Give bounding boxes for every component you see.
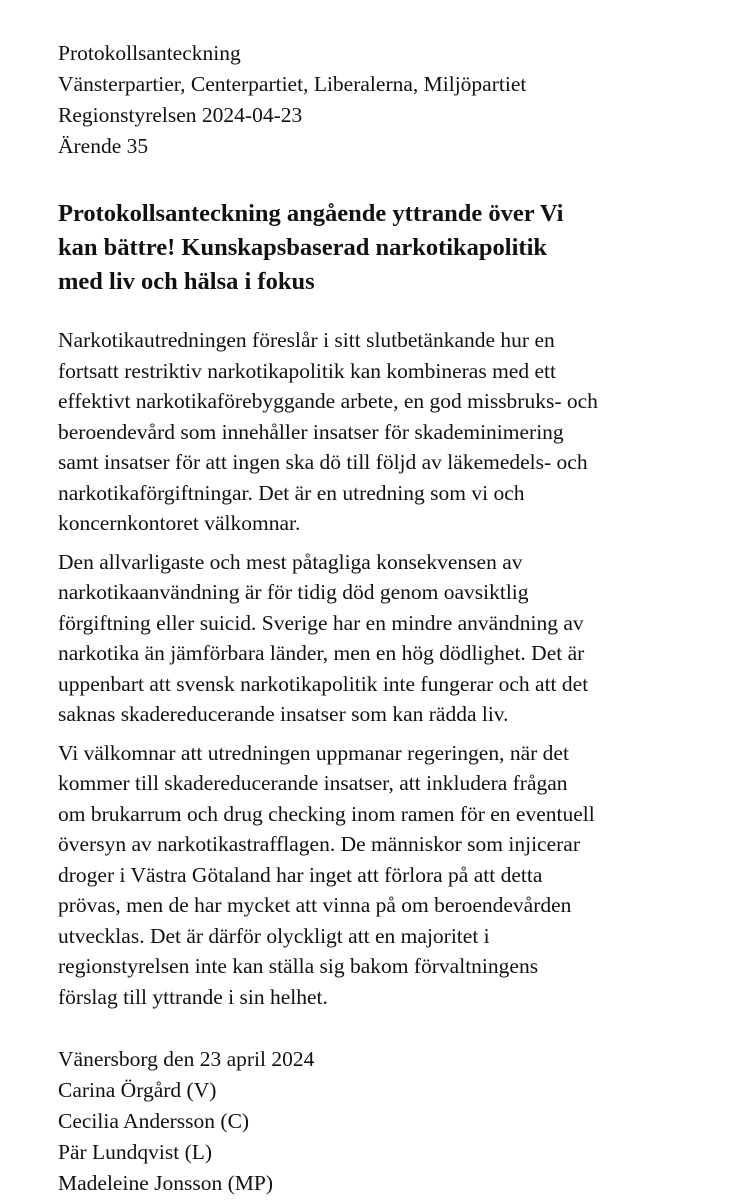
text-line: förslag till yttrande i sin helhet. bbox=[58, 984, 328, 1009]
text-line: Narkotikautredningen föreslår i sitt slutbetänkande hur en bbox=[58, 328, 555, 352]
text-line: kommer till skadereducerande insatser, att inkludera frågan bbox=[58, 771, 568, 795]
meeting-line: Regionstyrelsen 2024-04-23 bbox=[58, 103, 303, 127]
signature-block bbox=[58, 1044, 708, 1199]
text-line: Den allvarligaste och mest påtagliga konsekvensen av bbox=[58, 549, 523, 574]
body-paragraph-2 bbox=[58, 547, 708, 730]
document-title bbox=[58, 197, 708, 299]
signer-name: Pär Lundqvist (L) bbox=[58, 1140, 213, 1164]
text-line: narkotika än jämförbara länder, men en hög dödlighet. Det är bbox=[58, 641, 585, 665]
case-number: Ärende 35 bbox=[58, 134, 149, 158]
text-line: översyn av narkotikastrafflagen. De människor som injicerar bbox=[58, 832, 581, 856]
text-line: Vi välkomnar att utredningen uppmanar regeringen, när det bbox=[58, 740, 569, 765]
place-and-date: Vänersborg den 23 april 2024 bbox=[58, 1047, 315, 1071]
text-line: förgiftning eller suicid. Sverige har en mindre användning av bbox=[58, 610, 584, 635]
text-line: koncernkontoret välkomnar. bbox=[58, 511, 301, 535]
title-line: Protokollsanteckning angående yttrande över Vi bbox=[58, 200, 564, 227]
text-line: uppenbart att svensk narkotikapolitik inte fungerar och att det bbox=[58, 671, 589, 696]
body-paragraph-1 bbox=[58, 325, 708, 539]
text-line: beroendevård som innehåller insatser för skademinimering bbox=[58, 419, 564, 444]
document-header bbox=[58, 38, 708, 162]
text-line: saknas skadereducerande insatser som kan rädda liv. bbox=[58, 702, 509, 726]
text-line: samt insatser för att ingen ska dö till följd av läkemedels- och bbox=[58, 450, 588, 474]
body-paragraph-3 bbox=[58, 738, 708, 1013]
signer-name: Carina Örgård (V) bbox=[58, 1078, 217, 1102]
text-line: narkotikaförgiftningar. Det är en utredning som vi och bbox=[58, 480, 525, 505]
text-line: droger i Västra Götaland har inget att förlora på att detta bbox=[58, 862, 543, 887]
text-line: fortsatt restriktiv narkotikapolitik kan kombineras med ett bbox=[58, 358, 556, 383]
document-page bbox=[58, 38, 708, 1199]
document-type: Protokollsanteckning bbox=[58, 41, 241, 65]
text-line: om brukarrum och drug checking inom ramen för en eventuell bbox=[58, 801, 595, 826]
text-line: prövas, men de har mycket att vinna på om beroendevården bbox=[58, 893, 572, 917]
signer-name: Cecilia Andersson (C) bbox=[58, 1109, 250, 1133]
title-line: med liv och hälsa i fokus bbox=[58, 268, 315, 295]
text-line: regionstyrelsen inte kan ställa sig bakom förvaltningens bbox=[58, 954, 539, 978]
text-line: utvecklas. Det är därför olyckligt att en majoritet i bbox=[58, 923, 490, 948]
text-line: narkotikaanvändning är för tidig död genom oavsiktlig bbox=[58, 580, 529, 604]
parties-line: Vänsterpartier, Centerpartiet, Liberalerna, Miljöpartiet bbox=[58, 72, 527, 96]
signer-name: Madeleine Jonsson (MP) bbox=[58, 1171, 273, 1195]
title-line: kan bättre! Kunskapsbaserad narkotikapolitik bbox=[58, 234, 547, 261]
text-line: effektivt narkotikaförebyggande arbete, en god missbruks- och bbox=[58, 389, 598, 413]
